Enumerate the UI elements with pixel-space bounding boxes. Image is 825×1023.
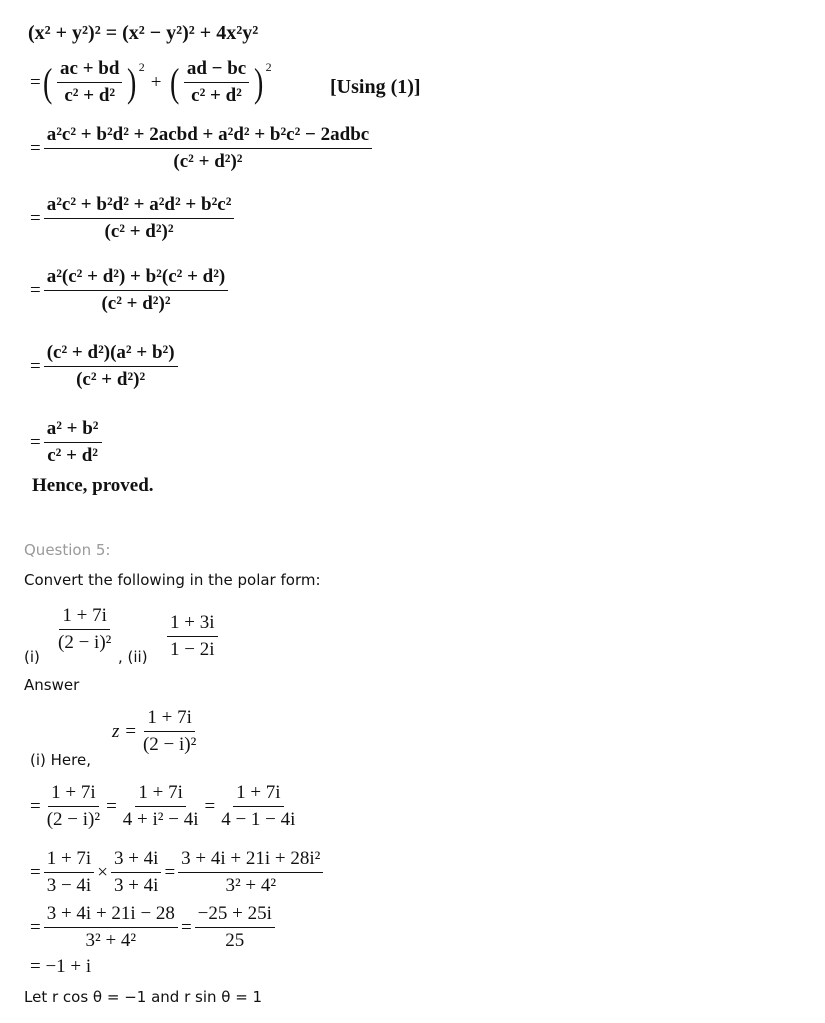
solution-step-1: = $\frac{1 + 7i}{\text{(2 − i)²}}$ = $\frac{1 + 7i}{\text{4 + i² − 4i}}$ = $\frac{1 + 7i}{4 - 1 - 4i}$ bbox=[30, 782, 296, 830]
proof-line-5: = $\frac{\text{a²(c² + d²) + b²(c² + d²)}}{\text{(c² + d²)²}}$ bbox=[30, 266, 231, 315]
part-ii-fraction: $\frac{1 + 3i}{1 - 2i}$ bbox=[164, 612, 221, 661]
z-definition: z = $\frac{1 + 7i}{\text{(2 − i)²}}$ bbox=[112, 707, 197, 755]
question-title: Question 5: bbox=[24, 541, 111, 559]
fraction: $\frac{ac + bd}{\text{c² + d²}}$ bbox=[57, 58, 122, 107]
proof-line-1: (x² + y²)² = (x² − y²)² + 4x²y² bbox=[28, 22, 259, 44]
let-line: Let r cos θ = −1 and r sin θ = 1 bbox=[24, 988, 263, 1006]
fraction: $\frac{ad - bc}{\text{c² + d²}}$ bbox=[184, 58, 249, 107]
proof-line-6: = $\frac{\text{(c² + d²)(a² + b²)}}{\text{(c² + d²)²}}$ bbox=[30, 342, 181, 391]
conclusion: Hence, proved. bbox=[32, 475, 154, 496]
part-i-fraction: $\frac{1 + 7i}{\text{(2 − i)²}}$ bbox=[58, 605, 112, 653]
here-label: (i) Here, bbox=[30, 751, 91, 769]
proof-line-4: = $\frac{\text{a²c² + b²d² + a²d² + b²c²}}{\text{(c² + d²)²}}$ bbox=[30, 194, 237, 243]
part-separator: , (ii) bbox=[118, 648, 148, 666]
using-note: [Using (1)] bbox=[330, 76, 421, 98]
solution-step-2: = $\frac{1 + 7i}{3 - 4i}$ × $\frac{3 + 4i}{3 + 4i}$ = $\frac{\text{3 + 4i + 21i + 28i²}}{\text{3² + 4²}}$ bbox=[30, 848, 326, 897]
proof-line-2: = ( $\frac{ac + bd}{\text{c² + d²}}$ ) 2 + ( $\frac{ad - bc}{\text{c² + d²}}$ ) 2 bbox=[30, 58, 272, 106]
solution-step-4: = −1 + i bbox=[30, 956, 92, 977]
part-i-label: (i) bbox=[24, 648, 40, 666]
proof-line-3: = $\frac{\text{a²c² + b²d² + 2acbd + a²d² + b²c² − 2adbc}}{\text{(c² + d²)²}}$ bbox=[30, 124, 375, 173]
answer-label: Answer bbox=[24, 676, 80, 694]
equals-sign: = bbox=[30, 71, 41, 93]
proof-line-7: = $\frac{\text{a² + b²}}{\text{c² + d²}}$ bbox=[30, 418, 105, 467]
question-prompt: Convert the following in the polar form: bbox=[24, 571, 321, 589]
solution-step-3: = $\frac{3 + 4i + 21i - 28}{\text{3² + 4²}}$ = $\frac{-25 + 25i}{25}$ bbox=[30, 903, 278, 952]
